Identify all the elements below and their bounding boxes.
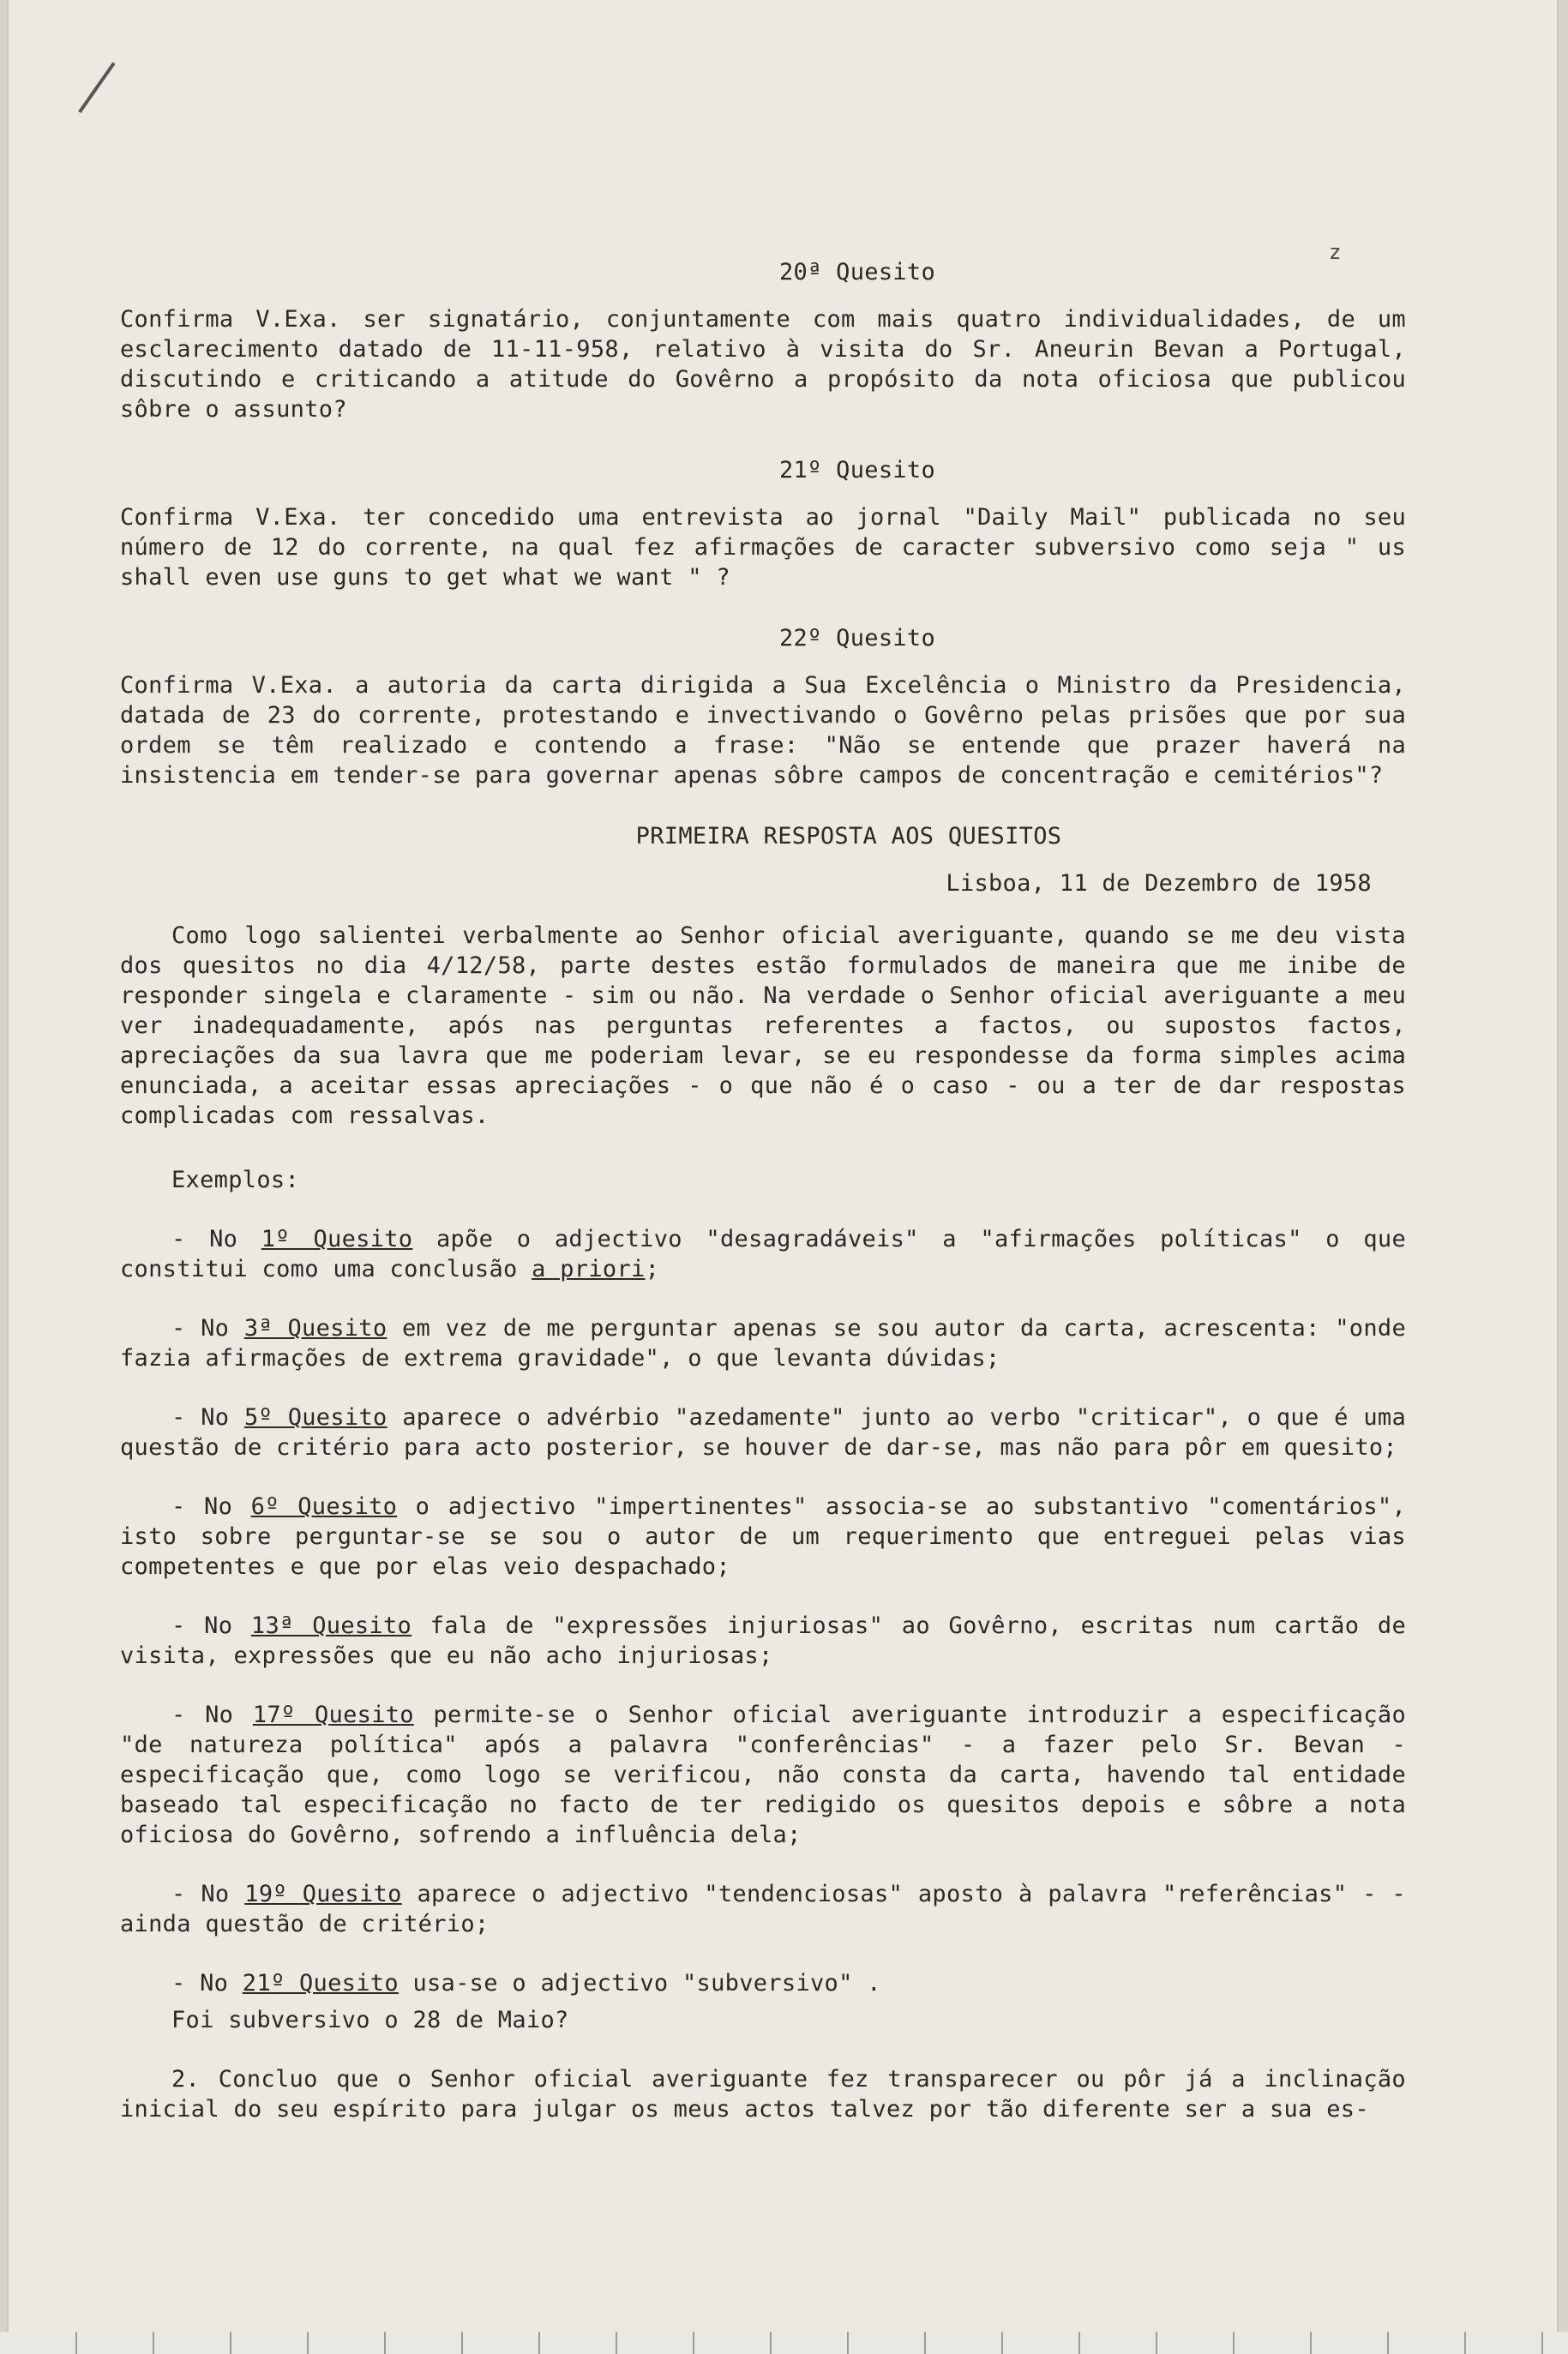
example-note: Foi subversivo o 28 de Maio?: [171, 2007, 569, 2033]
corner-mark: z: [1329, 240, 1342, 264]
document-sheet: [9, 0, 1557, 2332]
example-item: - No 19º Quesito aparece o adjectivo "tendenciosas" aposto à palavra "referências" - - ainda questão de critério;: [120, 1881, 1406, 1937]
scale-ruler: [0, 2332, 1568, 2354]
examples-label: Exemplos:: [171, 1167, 299, 1193]
example-item: - No 3ª Quesito em vez de me perguntar apenas se sou autor da carta, acrescenta: "onde fazia afirmações de extrema gravidade", o que levanta dúvidas;: [120, 1315, 1406, 1372]
example-item: - No 17º Quesito permite-se o Senhor oficial averiguante introduzir a especificação "de natureza política" após a palavra "conferências" - a fazer pelo Sr. Bevan - especificação que, como logo se verificou, não consta da carta, havendo tal entidade baseado tal especificação no facto de ter redigido os quesitos depois e sôbre a nota oficiosa do Govêrno, sofrendo a influência dela;: [120, 1702, 1407, 1848]
response-title: PRIMEIRA RESPOSTA AOS QUESITOS: [635, 823, 1062, 850]
question-20-heading: 20ª Quesito: [778, 259, 936, 285]
document-body: [120, 257, 1406, 2124]
example-item: - No 6º Quesito o adjectivo "impertinentes" associa-se ao substantivo "comentários", isto sobre perguntar-se se sou o autor de um requerimento que entreguei pelas vias competentes e que por elas veio despachado;: [120, 1493, 1407, 1580]
question-20-body: Confirma V.Exa. ser signatário, conjuntamente com mais quatro individualidades, de um esclarecimento datado de 11-11-958, relativo à visita do Sr. Aneurin Bevan a Portugal, discutindo e criticando a atitude do Govêrno a propósito da nota oficiosa que publicou sôbre o assunto?: [120, 306, 1406, 423]
example-item: - No 21º Quesito usa-se o adjectivo "subversivo" .: [171, 1970, 881, 1997]
example-item: - No 13ª Quesito fala de "expressões injuriosas" ao Govêrno, escritas num cartão de visita, expressões que eu não acho injuriosas;: [120, 1612, 1407, 1669]
question-22-heading: 22º Quesito: [778, 625, 936, 652]
response-intro: Como logo salientei verbalmente ao Senhor oficial averiguante, quando se me deu vista dos quesitos no dia 4/12/58, parte destes estão formulados de maneira que me inibe de responder singela e claramente - sim ou não. Na verdade o Senhor oficial averiguante a meu ver inadequadamente, após nas perguntas referentes a factos, ou supostos factos, apreciações da sua lavra que me poderiam levar, se eu respondesse da forma simples acima enunciada, a aceitar essas apreciações - o que não é o caso - ou a ter de dar respostas complicadas com ressalvas.: [120, 922, 1406, 1129]
question-21-heading: 21º Quesito: [778, 457, 936, 483]
response-date: Lisboa, 11 de Dezembro de 1958: [946, 870, 1372, 897]
question-22-body: Confirma V.Exa. a autoria da carta dirigida a Sua Excelência o Ministro da Presidencia, datada de 23 do corrente, protestando e invectivando o Govêrno pelas prisões que por sua ordem se têm realizado e contendo a frase: "Não se entende que prazer haverá na insistencia em tender-se para governar apenas sôbre campos de concentração e cemitérios"?: [120, 672, 1406, 789]
pen-mark: [78, 62, 123, 117]
example-item: - No 5º Quesito aparece o advérbio "azedamente" junto ao verbo "criticar", o que é uma questão de critério para acto posterior, se houver de dar-se, mas não para pôr em quesito;: [120, 1404, 1406, 1461]
example-item: - No 1º Quesito apõe o adjectivo "desagradáveis" a "afirmações políticas" o que constitui como uma conclusão a priori;: [120, 1226, 1406, 1282]
question-21-body: Confirma V.Exa. ter concedido uma entrevista ao jornal "Daily Mail" publicada no seu número de 12 do corrente, na qual fez afirmações de caracter subversivo como seja " us shall even use guns to get what we want " ?: [120, 504, 1406, 591]
conclusion-paragraph: 2. Concluo que o Senhor oficial averiguante fez transparecer ou pôr já a inclinação inicial do seu espírito para julgar os meus actos talvez por tão diferente ser a sua es-: [120, 2066, 1406, 2123]
